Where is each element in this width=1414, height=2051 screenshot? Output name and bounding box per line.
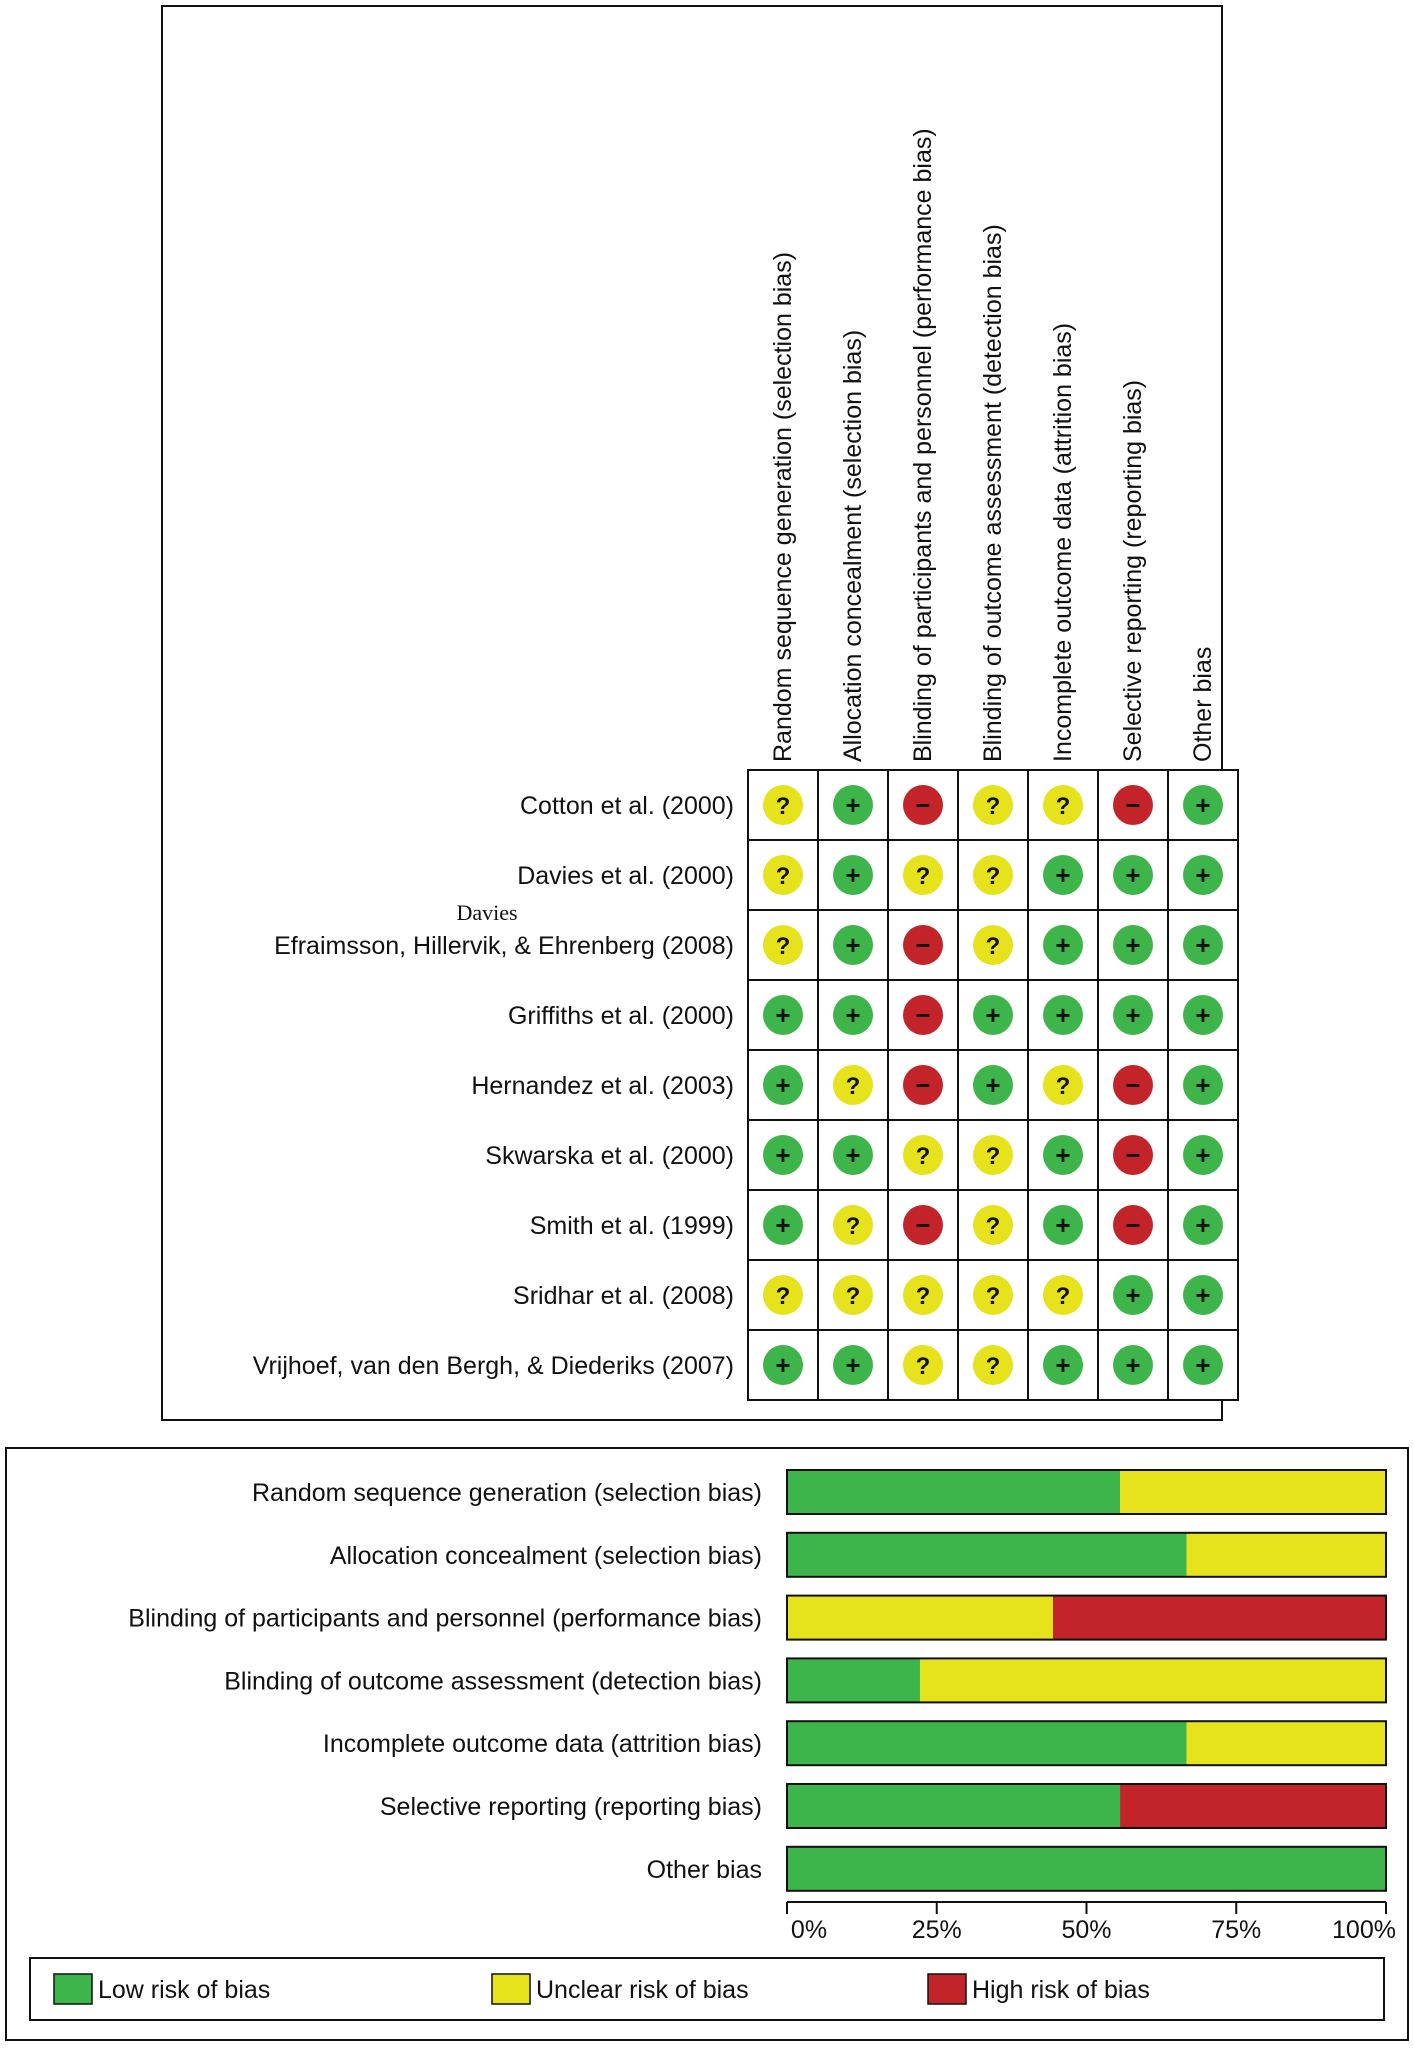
summary-cell bbox=[1168, 770, 1238, 840]
rating-symbol-unclear: ? bbox=[915, 1143, 931, 1170]
summary-cell bbox=[748, 1120, 818, 1190]
domain-header: Blinding of participants and personnel (performance bias) bbox=[909, 128, 937, 762]
rating-symbol-low: + bbox=[1195, 860, 1211, 890]
rating-symbol-low: + bbox=[1195, 1140, 1211, 1170]
rating-symbol-low: + bbox=[1125, 1350, 1141, 1380]
summary-cell bbox=[1098, 910, 1168, 980]
rating-symbol-unclear: ? bbox=[845, 1283, 861, 1310]
rating-symbol-high: − bbox=[915, 790, 931, 820]
summary-cell bbox=[1098, 770, 1168, 840]
domain-header: Blinding of outcome assessment (detection bias) bbox=[979, 224, 1007, 762]
summary-cell bbox=[1028, 1050, 1098, 1120]
legend-label-unclear: Unclear risk of bias bbox=[536, 1976, 749, 2004]
bar-segment-low bbox=[787, 1470, 1120, 1514]
risk-graph-panel bbox=[6, 1448, 1408, 2040]
bar-segment-unclear bbox=[1187, 1721, 1386, 1765]
summary-cell bbox=[748, 1330, 818, 1400]
summary-cell bbox=[1168, 1260, 1238, 1330]
summary-cell bbox=[1168, 910, 1238, 980]
summary-cell bbox=[1168, 840, 1238, 910]
summary-cell bbox=[1028, 910, 1098, 980]
davies-annotation: Davies bbox=[456, 900, 518, 925]
study-label: Smith et al. (1999) bbox=[529, 1212, 734, 1240]
domain-header: Selective reporting (reporting bias) bbox=[1119, 379, 1147, 762]
summary-grid bbox=[748, 770, 1238, 1400]
study-label: Hernandez et al. (2003) bbox=[471, 1072, 734, 1100]
bar-segment-high bbox=[1120, 1784, 1386, 1828]
summary-cell bbox=[888, 1190, 958, 1260]
risk-summary-panel bbox=[162, 6, 1238, 1420]
rating-symbol-low: + bbox=[1125, 930, 1141, 960]
summary-cell bbox=[958, 1120, 1028, 1190]
bar-segment-high bbox=[1053, 1596, 1386, 1640]
summary-cell bbox=[888, 980, 958, 1050]
rating-symbol-unclear: ? bbox=[985, 1353, 1001, 1380]
rating-symbol-unclear: ? bbox=[775, 933, 791, 960]
summary-cell bbox=[748, 910, 818, 980]
rating-symbol-high: − bbox=[1125, 1070, 1141, 1100]
x-tick-label: 100% bbox=[1332, 1916, 1396, 1944]
rating-symbol-low: + bbox=[845, 1140, 861, 1170]
bar-segment-low bbox=[787, 1721, 1187, 1765]
x-tick-label: 75% bbox=[1211, 1916, 1262, 1944]
rating-symbol-unclear: ? bbox=[845, 1073, 861, 1100]
rating-symbol-high: − bbox=[915, 930, 931, 960]
rating-symbol-unclear: ? bbox=[845, 1213, 861, 1240]
rating-symbol-unclear: ? bbox=[985, 863, 1001, 890]
rating-symbol-low: + bbox=[1195, 1280, 1211, 1310]
summary-cell bbox=[1098, 840, 1168, 910]
x-tick-label: 0% bbox=[790, 1916, 828, 1944]
rating-symbol-unclear: ? bbox=[915, 1353, 931, 1380]
study-label: Davies et al. (2000) bbox=[517, 862, 734, 890]
summary-cell bbox=[1098, 1190, 1168, 1260]
rating-symbol-low: + bbox=[845, 790, 861, 820]
bar-segment-unclear bbox=[1187, 1533, 1386, 1577]
summary-cell bbox=[818, 1260, 888, 1330]
rating-symbol-high: − bbox=[1125, 790, 1141, 820]
legend-swatch-unclear bbox=[492, 1974, 530, 2004]
domain-header: Other bias bbox=[1189, 646, 1217, 762]
rating-symbol-high: − bbox=[915, 1000, 931, 1030]
study-label: Cotton et al. (2000) bbox=[519, 792, 734, 820]
rating-symbol-high: − bbox=[1125, 1140, 1141, 1170]
rating-symbol-low: + bbox=[1055, 930, 1071, 960]
study-label: Efraimsson, Hillervik, & Ehrenberg (2008) bbox=[274, 932, 734, 960]
graph-category-label: Incomplete outcome data (attrition bias) bbox=[322, 1730, 762, 1759]
bar-segment-low bbox=[787, 1658, 920, 1702]
rating-symbol-low: + bbox=[1125, 860, 1141, 890]
study-label: Sridhar et al. (2008) bbox=[513, 1282, 734, 1310]
rating-symbol-low: + bbox=[845, 1000, 861, 1030]
summary-cell bbox=[1098, 1120, 1168, 1190]
rating-symbol-low: + bbox=[845, 860, 861, 890]
summary-cell bbox=[958, 1050, 1028, 1120]
legend-label-high: High risk of bias bbox=[972, 1976, 1150, 2004]
summary-cell bbox=[958, 1330, 1028, 1400]
rating-symbol-unclear: ? bbox=[985, 1213, 1001, 1240]
summary-cell bbox=[748, 1050, 818, 1120]
summary-cell bbox=[888, 1050, 958, 1120]
summary-cell bbox=[818, 1050, 888, 1120]
summary-cell bbox=[748, 1190, 818, 1260]
rating-symbol-low: + bbox=[1055, 860, 1071, 890]
summary-cell bbox=[818, 840, 888, 910]
summary-cell bbox=[1028, 840, 1098, 910]
summary-cell bbox=[888, 910, 958, 980]
study-label: Vrijhoef, van den Bergh, & Diederiks (2007) bbox=[252, 1352, 734, 1380]
bar-segment-unclear bbox=[1120, 1470, 1386, 1514]
rating-symbol-unclear: ? bbox=[915, 1283, 931, 1310]
summary-cell bbox=[958, 840, 1028, 910]
rating-symbol-low: + bbox=[1125, 1000, 1141, 1030]
rating-symbol-low: + bbox=[1195, 930, 1211, 960]
rating-symbol-unclear: ? bbox=[985, 1283, 1001, 1310]
rating-symbol-low: + bbox=[1055, 1000, 1071, 1030]
rating-symbol-high: − bbox=[915, 1070, 931, 1100]
summary-cell bbox=[818, 980, 888, 1050]
summary-cell bbox=[958, 1260, 1028, 1330]
summary-cell bbox=[1168, 1190, 1238, 1260]
summary-cell bbox=[818, 910, 888, 980]
summary-cell bbox=[958, 980, 1028, 1050]
summary-cell bbox=[958, 770, 1028, 840]
summary-cell bbox=[888, 770, 958, 840]
domain-header: Allocation concealment (selection bias) bbox=[839, 329, 867, 762]
summary-cell bbox=[888, 1260, 958, 1330]
summary-cell bbox=[888, 840, 958, 910]
rating-symbol-low: + bbox=[775, 1210, 791, 1240]
bar-segment-unclear bbox=[787, 1596, 1053, 1640]
rating-symbol-low: + bbox=[775, 1350, 791, 1380]
summary-cell bbox=[1168, 1120, 1238, 1190]
bar-segment-low bbox=[787, 1784, 1120, 1828]
rating-symbol-low: + bbox=[985, 1000, 1001, 1030]
rating-symbol-high: − bbox=[1125, 1210, 1141, 1240]
summary-cell bbox=[748, 980, 818, 1050]
graph-bars bbox=[787, 1470, 1386, 1891]
summary-cell bbox=[958, 1190, 1028, 1260]
rating-symbol-unclear: ? bbox=[775, 863, 791, 890]
rating-symbol-low: + bbox=[1055, 1210, 1071, 1240]
rating-symbol-low: + bbox=[1195, 790, 1211, 820]
graph-category-label: Allocation concealment (selection bias) bbox=[329, 1541, 762, 1570]
domain-header: Random sequence generation (selection bias) bbox=[769, 251, 797, 762]
rating-symbol-unclear: ? bbox=[1055, 1073, 1071, 1100]
study-label: Skwarska et al. (2000) bbox=[485, 1142, 734, 1170]
rating-symbol-low: + bbox=[1055, 1350, 1071, 1380]
bar-segment-low bbox=[787, 1847, 1386, 1891]
legend bbox=[30, 1958, 1384, 2020]
rating-symbol-unclear: ? bbox=[1055, 793, 1071, 820]
rating-symbol-unclear: ? bbox=[775, 1283, 791, 1310]
graph-category-label: Other bias bbox=[646, 1855, 762, 1884]
summary-cell bbox=[1028, 1120, 1098, 1190]
rating-symbol-low: + bbox=[775, 1000, 791, 1030]
rating-symbol-low: + bbox=[1055, 1140, 1071, 1170]
summary-cell bbox=[1028, 770, 1098, 840]
rating-symbol-unclear: ? bbox=[915, 863, 931, 890]
summary-cell bbox=[748, 840, 818, 910]
summary-cell bbox=[818, 1330, 888, 1400]
study-label: Griffiths et al. (2000) bbox=[507, 1002, 734, 1030]
rating-symbol-low: + bbox=[845, 930, 861, 960]
bar-segment-unclear bbox=[920, 1658, 1386, 1702]
summary-cell bbox=[1098, 1050, 1168, 1120]
summary-cell bbox=[1098, 1330, 1168, 1400]
legend-swatch-low bbox=[54, 1974, 92, 2004]
rating-symbol-unclear: ? bbox=[985, 793, 1001, 820]
summary-cell bbox=[1028, 1260, 1098, 1330]
x-tick-label: 25% bbox=[911, 1916, 962, 1944]
summary-cell bbox=[1168, 980, 1238, 1050]
rating-symbol-unclear: ? bbox=[985, 1143, 1001, 1170]
rating-symbol-low: + bbox=[1195, 1350, 1211, 1380]
summary-cell bbox=[1098, 1260, 1168, 1330]
summary-cell bbox=[958, 910, 1028, 980]
graph-category-label: Random sequence generation (selection bias) bbox=[251, 1479, 762, 1507]
rating-symbol-low: + bbox=[985, 1070, 1001, 1100]
rating-symbol-low: + bbox=[775, 1140, 791, 1170]
rating-symbol-high: − bbox=[915, 1210, 931, 1240]
summary-cell bbox=[888, 1330, 958, 1400]
summary-cell bbox=[888, 1120, 958, 1190]
rating-symbol-low: + bbox=[845, 1350, 861, 1380]
summary-cell bbox=[818, 1120, 888, 1190]
summary-cell bbox=[1168, 1330, 1238, 1400]
summary-cell bbox=[1028, 980, 1098, 1050]
rating-symbol-unclear: ? bbox=[775, 793, 791, 820]
legend-label-low: Low risk of bias bbox=[98, 1976, 271, 2004]
rating-symbol-low: + bbox=[1195, 1070, 1211, 1100]
x-tick-label: 50% bbox=[1061, 1916, 1112, 1944]
rating-symbol-low: + bbox=[1195, 1210, 1211, 1240]
graph-category-label: Blinding of outcome assessment (detection bias) bbox=[224, 1667, 762, 1696]
domain-header: Incomplete outcome data (attrition bias) bbox=[1049, 322, 1077, 762]
rating-symbol-low: + bbox=[1195, 1000, 1211, 1030]
legend-swatch-high bbox=[928, 1974, 966, 2004]
summary-cell bbox=[818, 770, 888, 840]
summary-cell bbox=[1028, 1190, 1098, 1260]
bar-segment-low bbox=[787, 1533, 1187, 1577]
graph-category-label: Blinding of participants and personnel (performance bias) bbox=[128, 1604, 762, 1633]
rating-symbol-unclear: ? bbox=[1055, 1283, 1071, 1310]
summary-cell bbox=[1098, 980, 1168, 1050]
rating-symbol-unclear: ? bbox=[985, 933, 1001, 960]
rating-symbol-low: + bbox=[775, 1070, 791, 1100]
rating-symbol-low: + bbox=[1125, 1280, 1141, 1310]
summary-cell bbox=[1168, 1050, 1238, 1120]
graph-category-label: Selective reporting (reporting bias) bbox=[379, 1793, 762, 1821]
summary-cell bbox=[748, 770, 818, 840]
summary-cell bbox=[748, 1260, 818, 1330]
summary-cell bbox=[818, 1190, 888, 1260]
summary-cell bbox=[1028, 1330, 1098, 1400]
